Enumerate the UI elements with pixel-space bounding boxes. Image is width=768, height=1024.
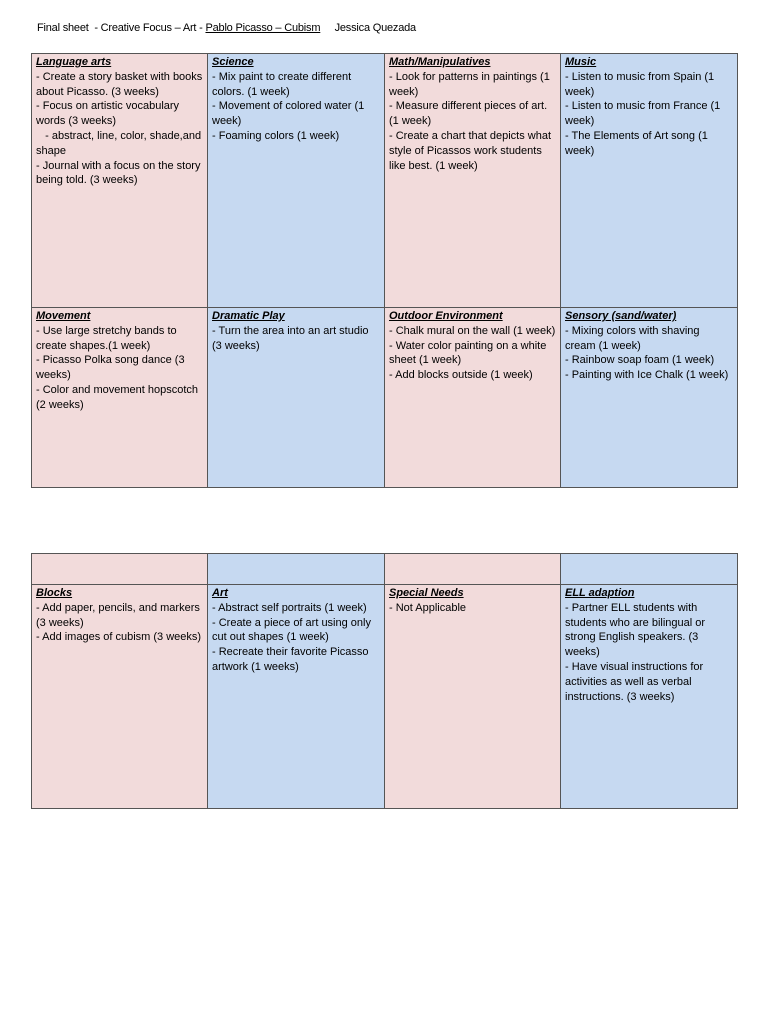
cell-heading: Sensory (sand/water) [565,310,677,322]
cell-heading: Math/Manipulatives [389,56,491,68]
table-row [32,54,738,308]
cell-line: - Look for patterns in paintings (1 week) [389,70,550,98]
cell-ell-adaption [561,585,738,809]
cell-line: - Add blocks outside (1 week) [389,369,533,382]
cell-music [561,54,738,308]
cell-line: - Use large stretchy bands to create shapes.(1 week) [36,324,177,352]
title-prefix: Final sheet - Creative Focus – Art - [37,22,206,34]
cell-line: - Create a story basket with books about Picasso. (3 weeks) [36,70,203,98]
plan-table-bottom [31,553,738,809]
empty-cell [208,554,385,585]
cell-language-arts [32,54,208,308]
cell-line: - Focus on artistic vocabulary words (3 weeks) [36,100,180,128]
cell-line: - Mixing colors with shaving cream (1 week) [565,324,700,352]
cell-heading: Movement [36,310,91,322]
cell-line: - abstract, line, color, shade,and shape [36,129,205,157]
cell-line: - Painting with Ice Chalk (1 week) [565,369,729,382]
cell-heading: Special Needs [389,587,464,599]
cell-line: - Foaming colors (1 week) [212,129,340,142]
cell-line: - Mix paint to create different colors. (1 week) [212,70,352,98]
cell-art [208,585,385,809]
cell-heading: Music [565,56,597,68]
cell-line: - Create a piece of art using only cut out shapes (1 week) [212,616,371,644]
table-row-empty [32,554,738,585]
cell-line: - Recreate their favorite Picasso artwork (1 weeks) [212,646,369,673]
cell-line: - Journal with a focus on the story being told. (3 weeks) [36,159,201,187]
cell-heading: Outdoor Environment [389,310,503,322]
cell-heading: ELL adaption [565,587,635,599]
cell-line: - Listen to music from Spain (1 week) [565,70,715,98]
table-row [32,308,738,488]
title-author: Jessica Quezada [320,22,416,34]
cell-heading: Dramatic Play [212,310,285,322]
cell-heading: Art [212,587,228,599]
cell-science [208,54,385,308]
cell-sensory [561,308,738,488]
cell-line: - Abstract self portraits (1 week) [212,601,367,614]
empty-cell [385,554,561,585]
cell-line: - The Elements of Art song (1 week) [565,129,708,157]
cell-line: - Movement of colored water (1 week) [212,100,365,128]
cell-line: - Create a chart that depicts what style of Picassos work students like best. (1 week) [389,129,552,172]
table-row [32,585,738,809]
cell-line: - Turn the area into an art studio (3 weeks) [212,324,369,352]
cell-line: - Listen to music from France (1 week) [565,100,721,128]
empty-cell [32,554,208,585]
cell-line: - Partner ELL students with students who are bilingual or strong English speakers. (3 weeks) [565,601,706,659]
cell-line: - Rainbow soap foam (1 week) [565,354,715,367]
cell-line: - Chalk mural on the wall (1 week) [389,324,556,337]
page-title [37,22,416,34]
cell-line: - Measure different pieces of art. (1 week) [389,100,548,128]
cell-heading: Science [212,56,254,68]
cell-line: - Not Applicable [389,601,467,614]
cell-outdoor-environment [385,308,561,488]
cell-heading: Blocks [36,587,73,599]
cell-line: - Picasso Polka song dance (3 weeks) [36,354,185,382]
cell-line: - Water color painting on a white sheet (1 week) [389,339,547,367]
cell-line: - Add paper, pencils, and markers (3 weeks) [36,601,200,629]
cell-heading: Language arts [36,56,112,68]
plan-table-top [31,53,738,488]
cell-line: - Have visual instructions for activities as well as verbal instructions. (3 weeks) [565,660,704,703]
cell-line: - Color and movement hopscotch (2 weeks) [36,383,199,411]
cell-special-needs [385,585,561,809]
cell-line: - Add images of cubism (3 weeks) [36,631,202,644]
cell-movement [32,308,208,488]
cell-dramatic-play [208,308,385,488]
empty-cell [561,554,738,585]
title-topic: Pablo Picasso – Cubism [205,22,321,34]
cell-math-manipulatives [385,54,561,308]
cell-blocks [32,585,208,809]
